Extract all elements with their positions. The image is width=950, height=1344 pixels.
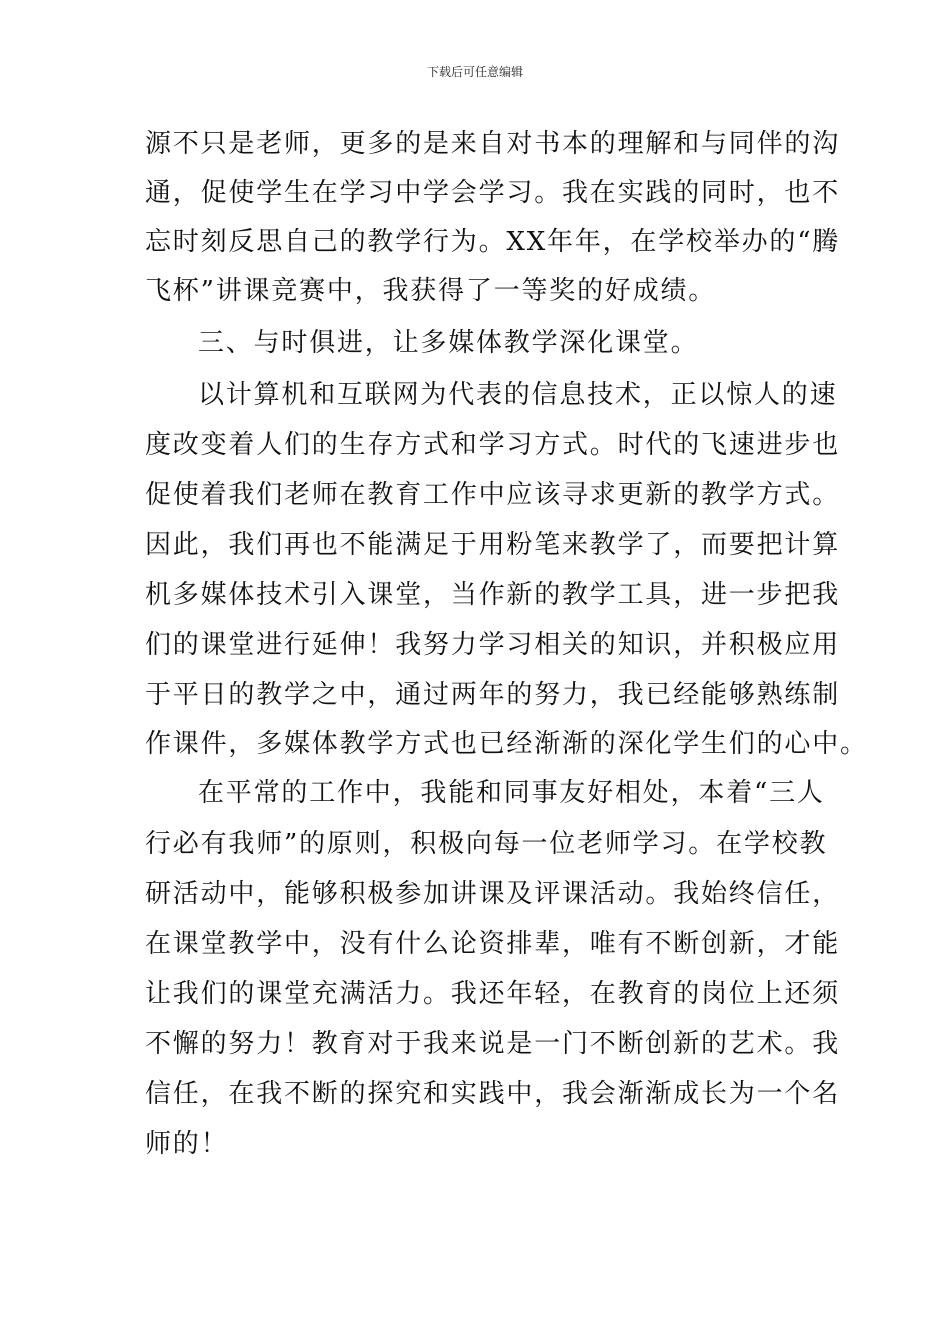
text-line: 飞杯”讲课竞赛中，我获得了一等奖的好成绩。 (145, 276, 717, 306)
text-line: 源不只是老师，更多的是来自对书本的理解和与同伴的沟 (145, 129, 841, 159)
text-line: 信任，在我不断的探究和实践中，我会渐渐成长为一个名 (145, 1079, 841, 1109)
text-line: 师的！ (145, 1129, 229, 1159)
text-line: 机多媒体技术引入课堂，当作新的教学工具，进一步把我 (145, 580, 841, 610)
text-line: 在平常的工作中，我能和同事友好相处，本着“三人 (198, 778, 825, 808)
text-line: 因此，我们再也不能满足于用粉笔来教学了，而要把计算 (145, 530, 841, 560)
text-line: 度改变着人们的生存方式和学习方式。时代的飞速进步也 (145, 430, 841, 460)
text-line: 行必有我师”的原则，积极向每一位老师学习。在学校教 (145, 829, 828, 859)
text-line: 于平日的教学之中，通过两年的努力，我已经能够熟练制 (145, 680, 841, 710)
text-line: 作课件，多媒体教学方式也已经渐渐的深化学生们的心中。 (145, 729, 868, 759)
text-line: 不懈的努力！教育对于我来说是一门不断创新的艺术。我 (145, 1029, 841, 1059)
text-line: 促使着我们老师在教育工作中应该寻求更新的教学方式。 (145, 480, 841, 510)
text-line: 通，促使学生在学习中学会学习。我在实践的同时，也不 (145, 178, 841, 208)
section-heading: 三、与时俱进，让多媒体教学深化课堂。 (198, 328, 699, 358)
page-header: 下载后可任意编辑 (426, 65, 523, 79)
text-line: 们的课堂进行延伸！我努力学习相关的知识，并积极应用 (145, 630, 841, 660)
text-line: 研活动中，能够积极参加讲课及评课活动。我始终信任， (145, 879, 841, 909)
text-line: 让我们的课堂充满活力。我还年轻，在教育的岗位上还须 (145, 979, 841, 1009)
text-line: 在课堂教学中，没有什么论资排辈，唯有不断创新，才能 (145, 929, 841, 959)
text-line: 以计算机和互联网为代表的信息技术，正以惊人的速 (198, 380, 838, 410)
text-line: 忘时刻反思自己的教学行为。XX年年，在学校举办的“腾 (145, 227, 841, 257)
